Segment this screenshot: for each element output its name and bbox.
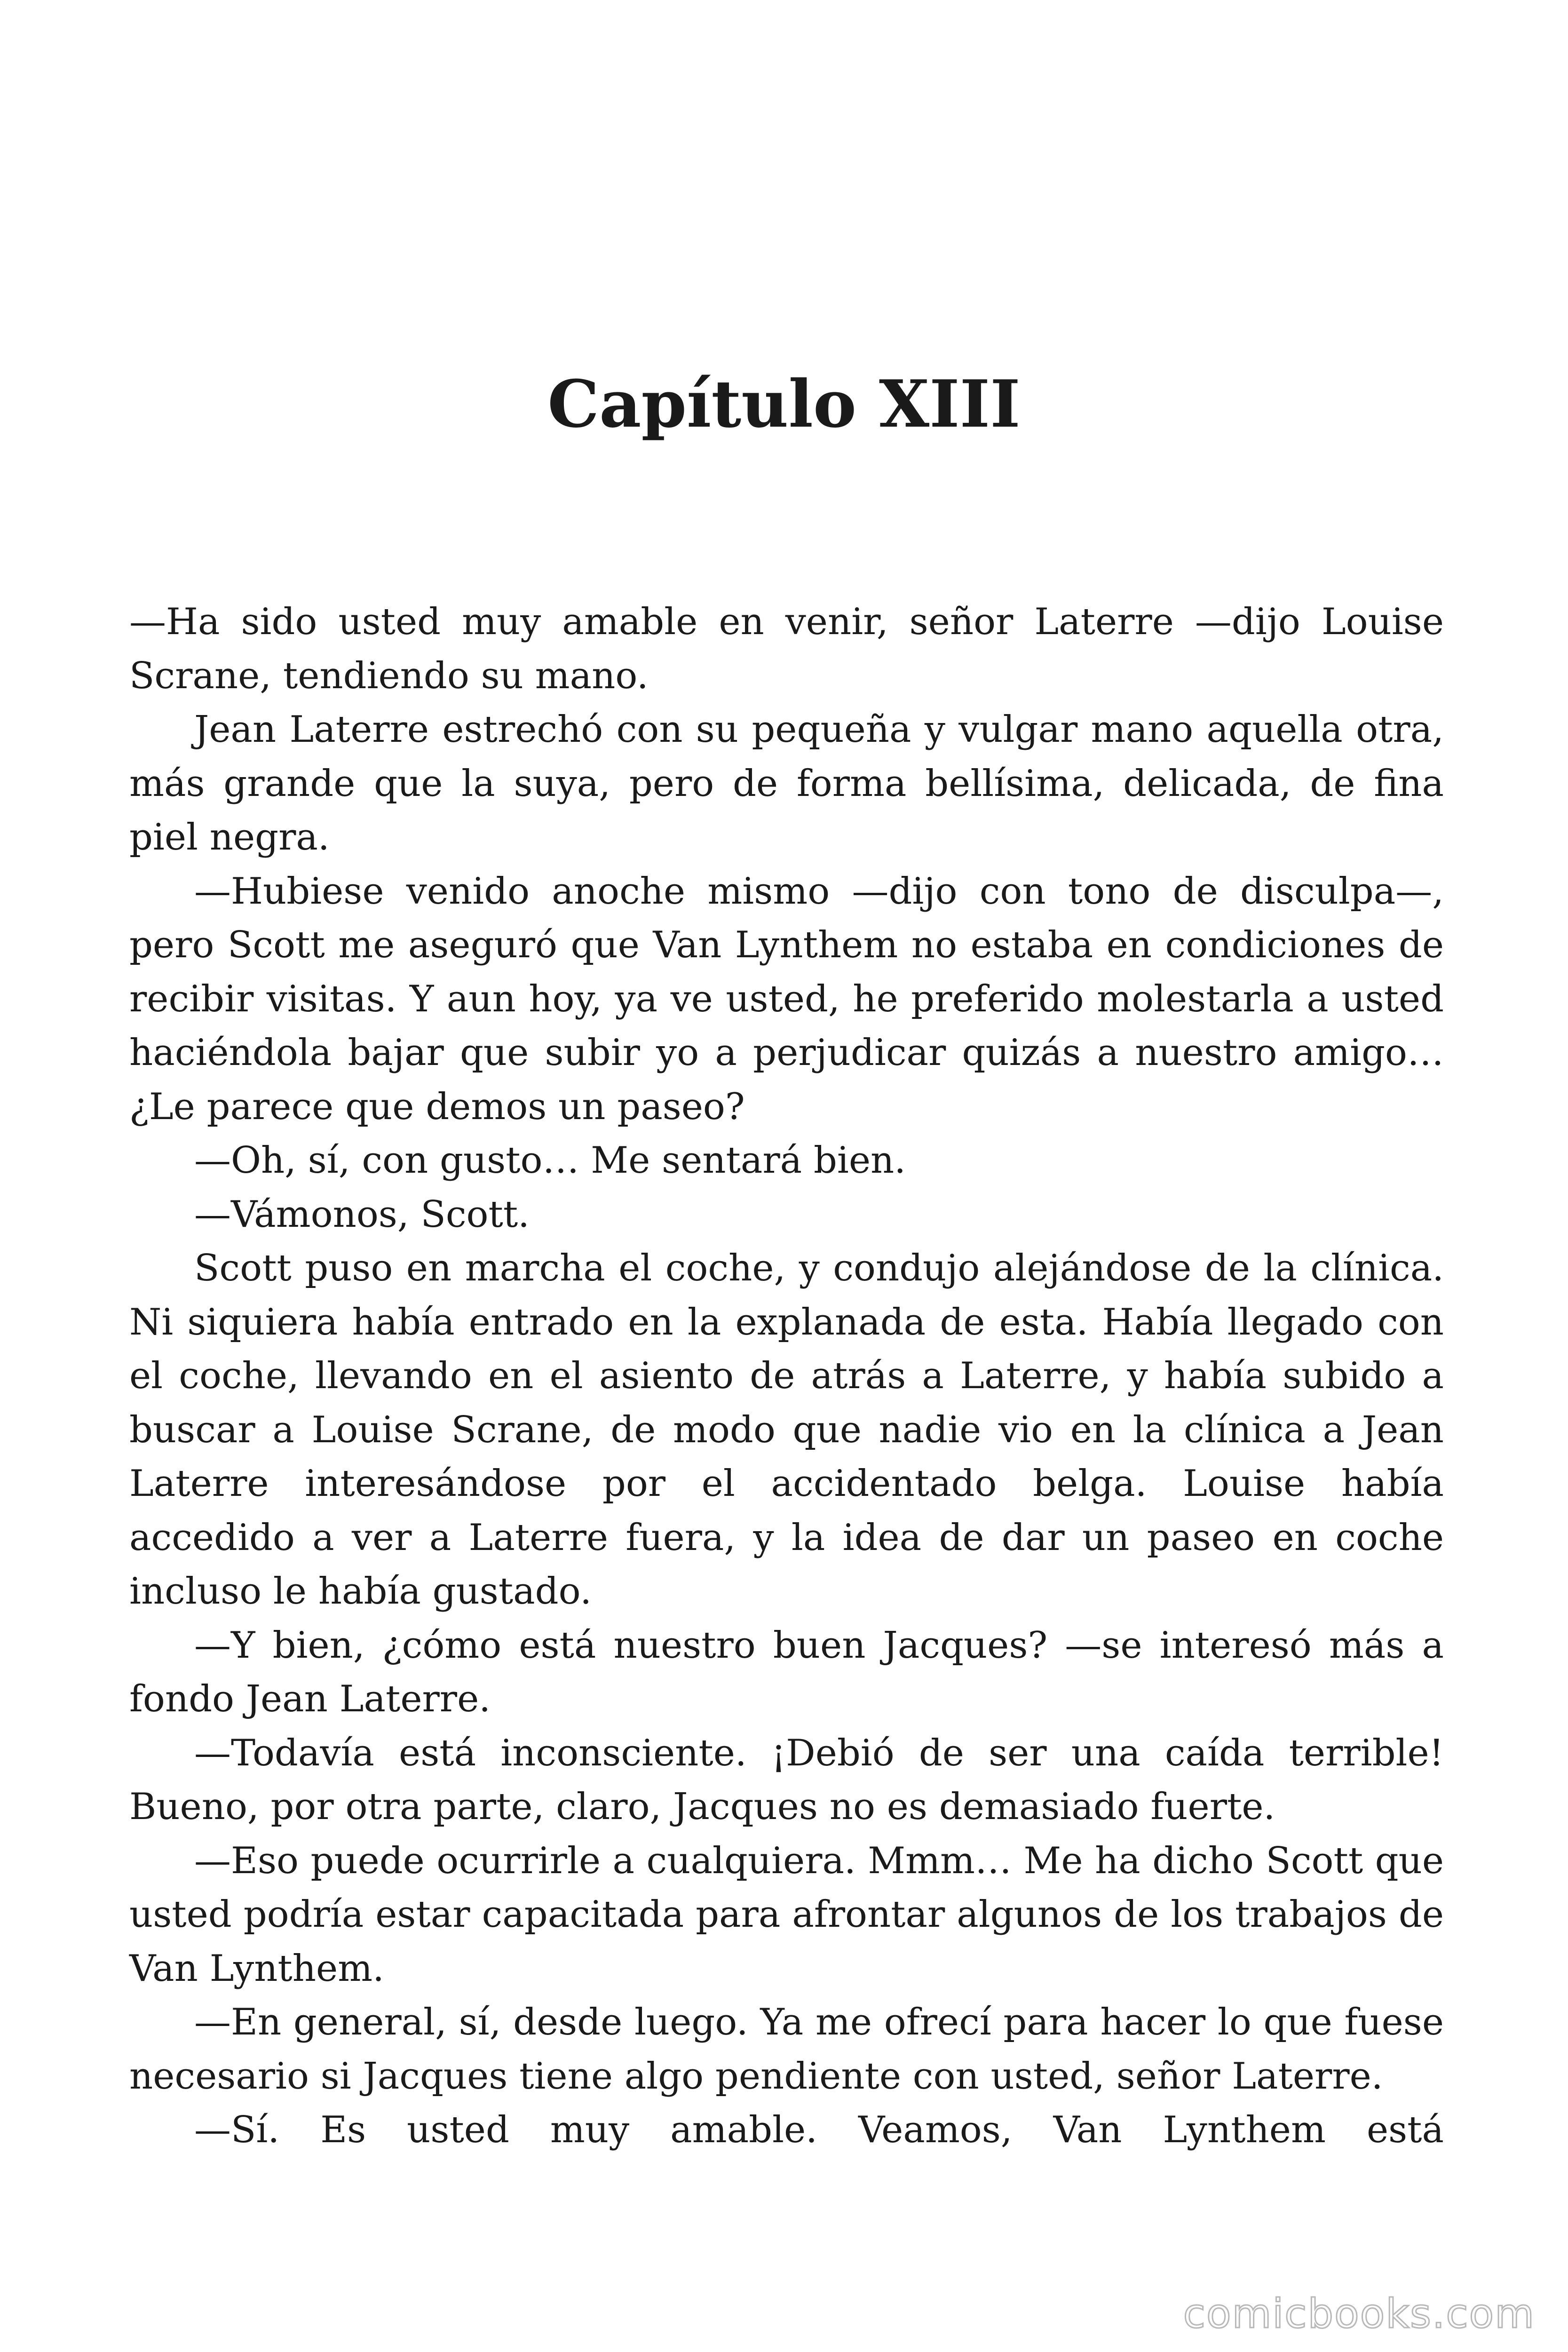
paragraph: —Vámonos, Scott. xyxy=(194,1193,530,1236)
paragraph: Jean Laterre estrechó con su pequeña y vulgar mano aquella otra, más grande que la suya, pero de forma bellísima, delicada, de fina piel negra. xyxy=(129,708,1444,858)
paragraph: —En general, sí, desde luego. Ya me ofrecí para hacer lo que fuese necesario si Jacques tiene algo pendiente con usted, señor Laterre. xyxy=(129,2001,1444,2098)
paragraph: —Y bien, ¿cómo está nuestro buen Jacques? —se interesó más a fondo Jean Laterre. xyxy=(129,1624,1444,1720)
paragraph: —Sí. Es usted muy amable. Veamos, Van Lynthem está xyxy=(194,2109,1444,2151)
paragraph: —Ha sido usted muy amable en venir, señor Laterre —dijo Louise Scrane, tendiendo su mano. xyxy=(129,601,1444,697)
paragraph: —Oh, sí, con gusto… Me sentará bien. xyxy=(194,1139,906,1182)
chapter-body xyxy=(129,595,1444,2157)
paragraph: —Hubiese venido anoche mismo —dijo con tono de disculpa—, pero Scott me aseguró que Van Lynthem no estaba en condiciones de recibir visitas. Y aun hoy, ya ve usted, he preferido molestarla a usted haciéndola bajar que subir yo a perjudicar quizás a nuestro amigo… ¿Le parece que demos un paseo? xyxy=(129,870,1444,1128)
paragraph: —Eso puede ocurrirle a cualquiera. Mmm… Me ha dicho Scott que usted podría estar capacitada para afrontar algunos de los trabajos de Van Lynthem. xyxy=(129,1839,1444,1990)
chapter-title: Capítulo XIII xyxy=(547,366,1021,442)
paragraph: —Todavía está inconsciente. ¡Debió de ser una caída terrible! Bueno, por otra parte, claro, Jacques no es demasiado fuerte. xyxy=(129,1732,1444,1828)
watermark: comicbooks.com xyxy=(1183,2290,1535,2337)
paragraph: Scott puso en marcha el coche, y condujo alejándose de la clínica. Ni siquiera había entrado en la explanada de esta. Había llegado con el coche, llevando en el asiento de atrás a Laterre, y había subido a buscar a Louise Scrane, de modo que nadie vio en la clínica a Jean Laterre interesándose por el accidentado belga. Louise había accedido a ver a Laterre fuera, y la idea de dar un paseo en coche incluso le había gustado. xyxy=(129,1247,1444,1613)
